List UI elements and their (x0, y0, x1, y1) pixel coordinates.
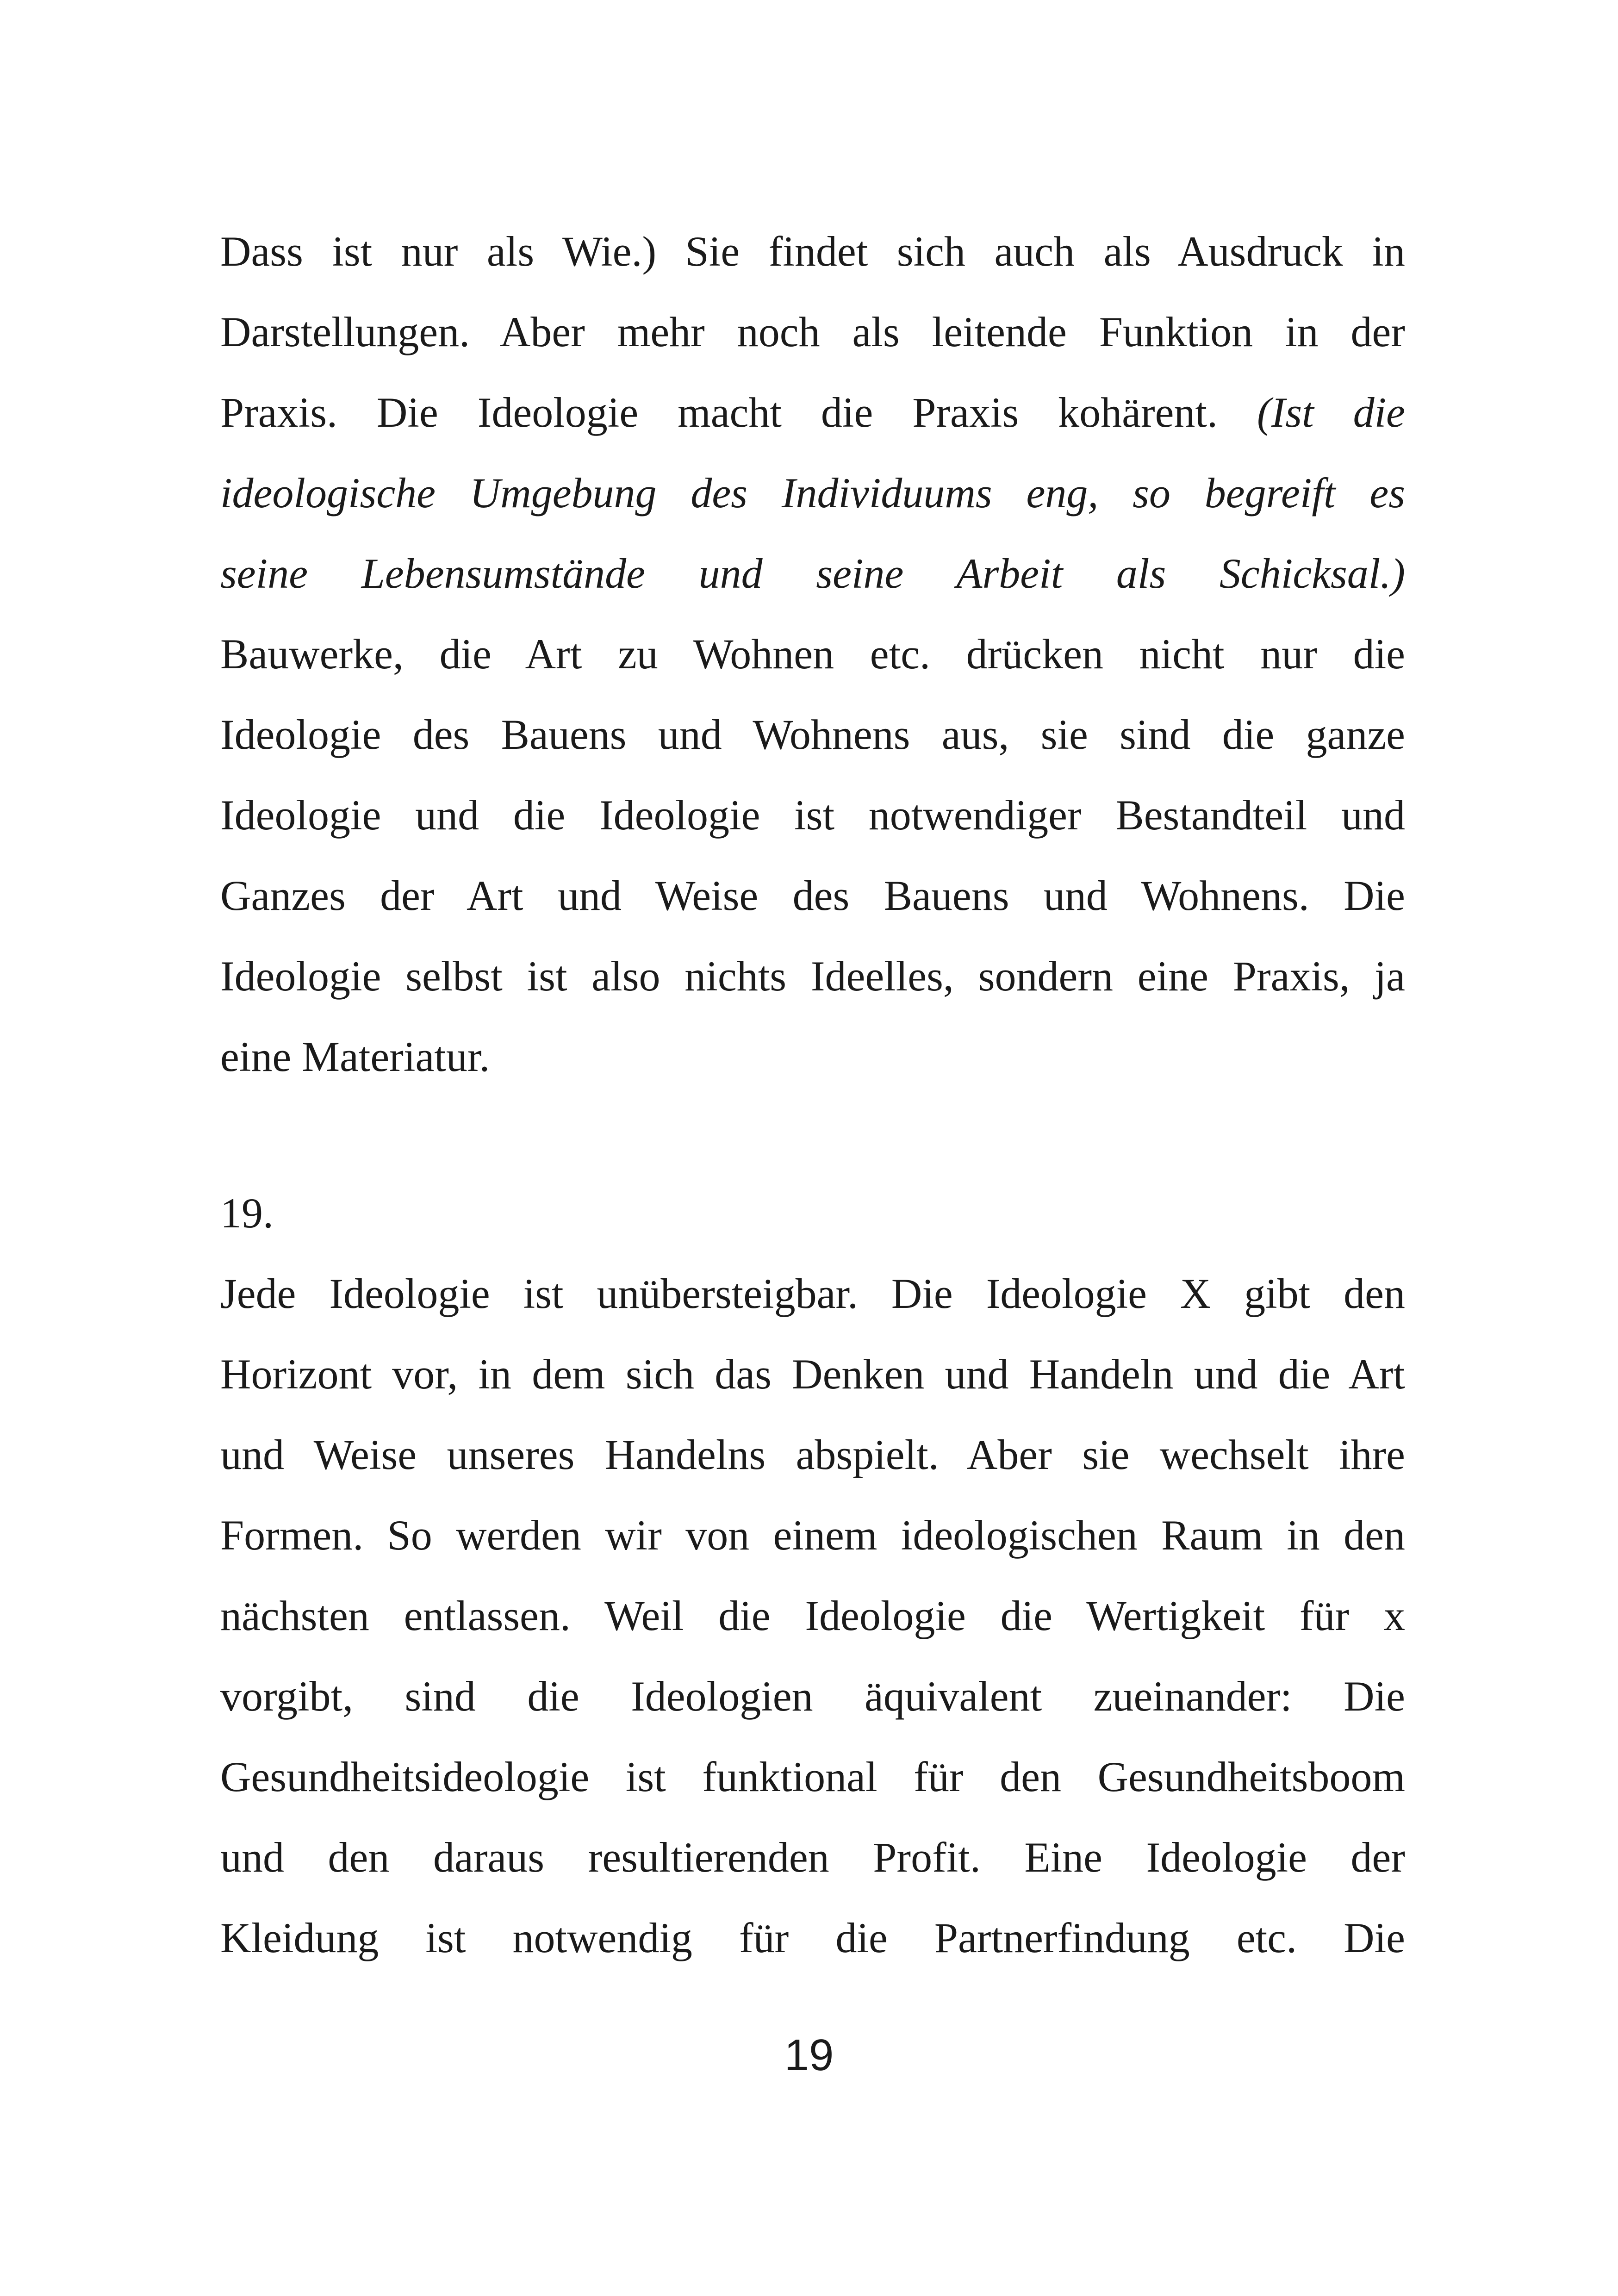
paragraph-1 (220, 211, 1405, 1097)
paragraph-1-line-10: Ideologie selbst ist also nichts Ideelles, sondern eine Praxis, ja (220, 952, 1405, 1000)
paragraph-1-line-7: Ideologie des Bauens und Wohnens aus, sie sind die ganze (220, 711, 1405, 758)
paragraph-2-line-4: Formen. So werden wir von einem ideologischen Raum in den (220, 1512, 1405, 1559)
paragraph-1-line-2: Darstellungen. Aber mehr noch als leitende Funktion in der (220, 308, 1405, 355)
paragraph-2-line-2: Horizont vor, in dem sich das Denken und Handeln und die Art (220, 1350, 1405, 1398)
paragraph-1-line-1: Dass ist nur als Wie.) Sie findet sich auch als Ausdruck in (220, 228, 1405, 275)
paragraph-1-line-3-italic: (Ist die (1257, 389, 1406, 436)
paragraph-1-line-11: eine Materiatur. (220, 1033, 490, 1080)
paragraph-1-line-9: Ganzes der Art und Weise des Bauens und Wohnens. Die (220, 872, 1405, 919)
paragraph-2-line-8: und den daraus resultierenden Profit. Eine Ideologie der (220, 1834, 1405, 1881)
paragraph-1-line-3-text: Praxis. Die Ideologie macht die Praxis kohärent. (220, 389, 1257, 436)
paragraph-2 (220, 1253, 1405, 1978)
page-number: 19 (784, 2030, 834, 2080)
paragraph-2-line-9: Kleidung ist notwendig für die Partnerfindung etc. Die (220, 1914, 1405, 1961)
paragraph-1-line-3 (220, 372, 1405, 453)
paragraph-2-line-1: Jede Ideologie ist unübersteigbar. Die Ideologie X gibt den (220, 1270, 1405, 1317)
paragraph-2-line-7: Gesundheitsideologie ist funktional für den Gesundheitsboom (220, 1753, 1405, 1800)
paragraph-1-line-4: ideologische Umgebung des Individuums eng, so begreift es (220, 469, 1405, 516)
paragraph-1-line-8: Ideologie und die Ideologie ist notwendiger Bestandteil und (220, 791, 1405, 839)
paragraph-2-line-3: und Weise unseres Handelns abspielt. Aber sie wechselt ihre (220, 1431, 1405, 1478)
paragraph-1-line-5: seine Lebensumstände und seine Arbeit als Schicksal.) (220, 550, 1405, 597)
paragraph-2-line-6: vorgibt, sind die Ideologien äquivalent zueinander: Die (220, 1673, 1405, 1720)
paragraph-2-line-5: nächsten entlassen. Weil die Ideologie die Wertigkeit für x (220, 1592, 1405, 1639)
section-number: 19. (220, 1189, 274, 1237)
paragraph-1-line-6: Bauwerke, die Art zu Wohnen etc. drücken nicht nur die (220, 630, 1405, 678)
